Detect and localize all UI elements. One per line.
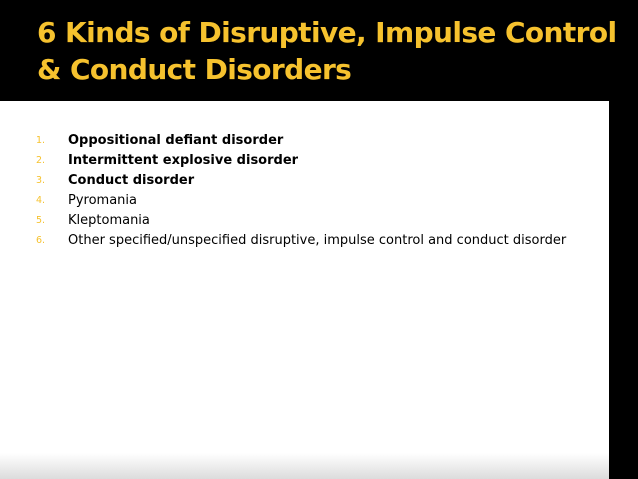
list-item: [36, 211, 586, 230]
list-item-label: Intermittent explosive disorder: [68, 153, 299, 168]
list-item-label: Conduct disorder: [68, 173, 195, 188]
disorder-list: [36, 131, 586, 251]
list-item: [36, 131, 586, 150]
list-number: 5.: [36, 215, 46, 226]
list-number: 2.: [36, 155, 46, 166]
list-item: [36, 171, 586, 190]
list-item: [36, 191, 586, 210]
list-item: [36, 231, 586, 250]
list-item-label: Pyromania: [68, 193, 137, 208]
title-line-2: & Conduct Disorders: [37, 53, 352, 86]
list-number: 1.: [36, 135, 46, 146]
right-edge-strip: [609, 101, 638, 479]
list-item-label: Oppositional defiant disorder: [68, 133, 284, 148]
title-line-1: 6 Kinds of Disruptive, Impulse Control: [37, 16, 617, 49]
list-item-label: Kleptomania: [68, 213, 150, 228]
slide-title: [37, 14, 632, 88]
list-number: 6.: [36, 235, 46, 246]
list-number: 3.: [36, 175, 46, 186]
list-number: 4.: [36, 195, 46, 206]
list-item-label: Other specified/unspecified disruptive, impulse control and conduct disorder: [68, 233, 567, 248]
list-item: [36, 151, 586, 170]
